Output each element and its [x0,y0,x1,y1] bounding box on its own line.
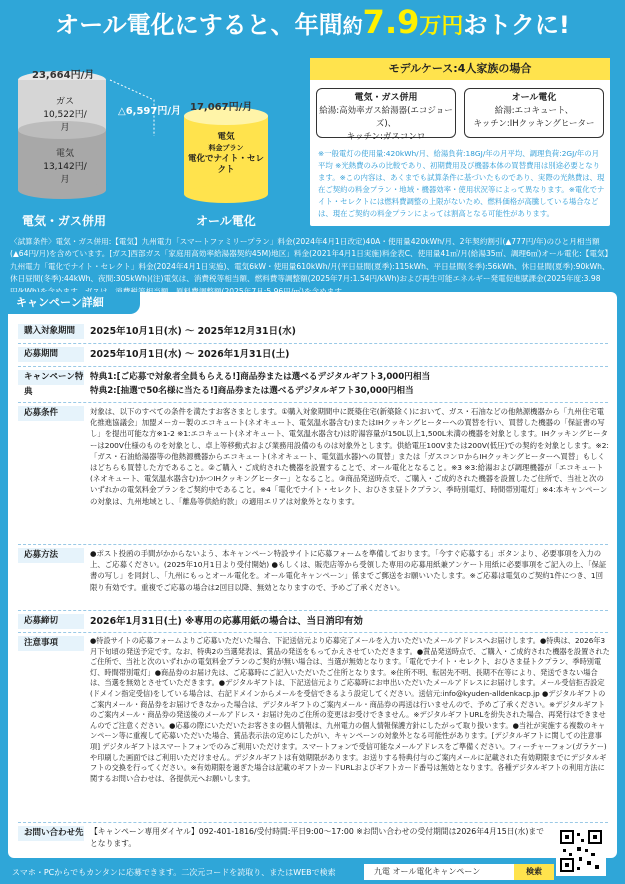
model-notes: ※一般電灯の使用量:420kWh/月、給湯負荷:18GJ/年の月平均、調理負荷:2GJ/年の月平均 ※光熱費のみの比較であり、初期費用及び機器本体の買替費用は別途必要となります。※この内容は、あくまでも試算条件に基づいたものであり、実際の光熱費は、現在ご契約の料金プラン・地域・機器効率・使用状況等によって異なります。※電化でナイト・セレクトには燃料費調整の上限がないため、燃料価格が高騰している場合などは、現在ご契約の料金プランによっては割高となる可能性があります。 [318,149,605,218]
row-label: 応募締切 [18,614,84,629]
box1-title: 電気・ガス併用 [354,93,418,103]
bottom-cta-text: スマホ・PCからでもカンタンに応募できます。二次元コードを読取り、またはWEBで検索 [12,868,336,877]
plan-small: 料金プラン [208,144,244,152]
row-value: 2025年10月1日(水) 〜 2025年12月31日(水) [90,326,296,337]
gas-value: 10,522円/月 [43,110,87,133]
cost-comparison [14,62,304,230]
model-title: モデルケース:4人家族の場合 [310,58,610,80]
campaign-header: キャンペーン詳細 [0,292,140,314]
divider [18,632,608,633]
benefit-1: 特典1:[ご応募で対象者全員もらえる!]商品券または選べるデジタルギフト3,000円相当 [90,372,431,382]
elec-part [40,146,90,185]
row-value: ●ポスト投函の手間がかからないよう、本キャンペーン特設サイトに応募フォームを準備しております。「今すぐ応募する」ボタンより、必要事項を入力の上、ご応募ください。(2025年10月1日より受付開始) ●もしくは、販売店等から受領した専用の応募用紙兼アンケート用紙に必要事項をご記入の上、「保証書の写し」を同封し、「九州にもっとオール電化を。オール電化キャンペーン」係までご郵送をお願いいたします。※ご応募は電気のご契約1件につき、1回限り有効です。重複でご応募の場合は2回目以降、無効となりますので、予めご了承ください。 [90,549,607,592]
box1-line1: 給湯:高効率ガス給湯器(エコジョーズ)、 [319,106,453,129]
elec-label: 電気 [55,149,74,159]
model-box-alldenka [464,88,604,138]
row-label: 応募方法 [18,548,84,563]
divider [18,402,608,403]
headline-yaku: 約 [342,14,363,38]
gas-part [40,94,90,133]
caption-gas-combo: 電気・ガス併用 [22,214,107,228]
headline-unit: 万円 [419,14,464,39]
row-label: お問い合わせ先 [18,826,84,841]
row-value: 2025年10月1日(水) 〜 2026年1月31日(土) [90,349,290,360]
row-label: 応募条件 [18,406,84,421]
row-label: 注意事項 [18,636,84,651]
divider [18,343,608,344]
divider [18,822,608,823]
row-value: ●特設サイトの応募フォームよりご応募いただいた場合、下記送信元より応募完了メールを入力いただいたメールアドレスへお届けします。●特典は、2026年3月下旬頃の発送予定です。なお、特典2の当選発表は、賞品の発送をもってかえさせていただきます。●賞品発送時点で、ご購入・ご成約された機器を設置されたご住所で、当社と次のいずれかの電気料金プランのご契約が無い場合は、当選が無効となります。「電化でナイト・セレクト、おひさま昼トクプラン、季時別電灯、時間帯別電灯」●商品券のお届け先は、ご応募時にご記入いただいたご住所となります。※住所不明、転居先不明、長期不在等により、発送できない場合は、当選を無効とさせていただきます。●デジタルギフトは、下記送信元よりご応募時にお申出いただいたメールアドレスにお届けします。メール受信拒否設定(ドメイン指定受信)をしている場合は、右記ドメインからメールを受信できるよう設定してください。送信元:info@kyuden-alldenkacp.jp ●デジタルギフトのご案内メール・商品券をお届けできなかった場合は、デジタルギフトのご案内メール・商品券の再送は行いませんので、予めご了承ください。※デジタルギフトのご案内メール・商品券の発送後のメールアドレス・お届け先のご住所の変更はお受けできません。※デジタルギフトURLを紛失された場合、再発行はできませんのでご注意ください。●応募の際にいただいたお客さまの個人情報は、九州電力の個人情報保護方針にしたがって取り扱います。●当社が実施する複数のキャンペーン等に重複して応募いただいた場合、賞品表示法の定めにしたがい、キャンペーンの対象外となる可能性があります。[デジタルギフトに関しての注意事項] デジタルギフトはスマートフォンでのみご利用いただけます。スマートフォンで受信可能なメールアドレスをご準備ください。フィーチャーフォン(ガラケー)や印刷した画面ではご利用いただけません。デジタルギフトは有効期限があります。お送りする特典付与のご案内メールに記載された有効期限までにデジタルギフトの交換を行ってください。※有効期限を過ぎた場合は記載のギフトカードURLおよびギフトカード番号は無効となります。各種デジタルギフトの利用方法に関するお問い合わせは、各提供元へお願いします。 [90,636,610,783]
row-value: 【キャンペーン専用ダイヤル】092-401-1816/受付時間:平日9:00〜17:00 ※お問い合わせの受付期間は2026年4月15日(水)までとなります。 [90,827,544,848]
model-box-gas [316,88,456,142]
box1-line2: キッチン:ガスコンロ [346,132,426,142]
row-value: 対象は、以下のすべての条件を満たすお客さまとします。①購入対象期間中に既築住宅(新築除く)において、ガス・石油などの他熱源機器から「九州住宅電化推進協議会」加盟メーカー製のエコキュート(ネオキュート、電気温水器含む)またはIHクッキングヒーターへの買替を行い、買替した機器の「保証書の写し」を提出可能な方※1-2 ※1:エコキュート(ネオキュート、電気温水器含む)は貯湯容量が150L以上1,500L未満の機器を対象とします。IHクッキングヒーターは200V仕様のものを対象とし、卓上等移動式および業務用設備のものは対象外とします。供給電圧100Vまたは200V(低圧)での契約を対象とします。※2:「ガス・石油給湯器等の他熱源機器からエコキュート(ネオキュート、電気温水器)への買替」または「ガスコンロからIHクッキングヒーターへ買替」もしくはどちらも買替した方であること。②ご購入・ご成約された機器を設置することで、オール電化となること。※3 ※3:給湯および調理機器が「エコキュート(ネオキュート、電気温水器含む)かつIHクッキングヒーター」となること。③商品発送時点で、ご購入・ご成約された機器を設置したご住所で、当社と次のいずれかの電気料金プランをご契約中であること。※4「電化でナイト・セレクト、おひさま昼トクプラン、季時別電灯、時間帯別電灯」※4:本キャンペーンの対象は、九州地域とし、「離島等供給約款」の適用エリアは対象外となります。 [90,407,609,506]
plan-name: 電化でナイト・セレクト [188,154,264,175]
alldenka-cylinder-bottom [184,185,268,203]
divider [18,366,608,367]
alldenka-plan [186,132,266,176]
divider [18,610,608,611]
box2-line2: キッチン:IHクッキングヒーター [473,119,595,129]
model-case [310,58,610,226]
divider [18,544,608,545]
row-label: 購入対象期間 [18,324,84,339]
alldenka-total: 17,067円/月 [190,102,253,113]
headline-post: おトクに! [463,11,570,39]
row-label: キャンペーン特典 [18,370,84,385]
calculation-footnote: 〈試算条件〉電気・ガス併用:【電気】九州電力「スマートファミリープラン」料金(2024年4月1日改定)40A・使用量420kWh/月、2年契約割引(▲777円/年)のひと月相当額(▲64円/月)を含めています。[ガス]西部ガス「家庭用高効率給湯器契約45M)地区」料金(2021年4月1日実施)料金表C、使用量41㎥/月(給湯35㎥、調理6㎥)オール電化:【電気】九州電力「電化でナイト・セレクト」料金(2024年4月1日実施)、電気6kW・使用量610kWh/月(平日昼間(夏季):115kWh、平日昼間(冬季):56kWh、休日昼間(夏季):90kWh、休日昼間(冬季):44kWh、夜間:305kWh)(注)電気は、消費税等相当額、燃料費等調整額(2025年7月:1.54円/kWh)および再生可能エネルギー発電促進賦課金(2025年度:3.98 [10,237,613,284]
gas-label: ガス [55,97,74,107]
headline [0,4,625,45]
box2-title: オール電化 [511,93,557,103]
box2-line1: 給湯:エコキュート、 [494,106,574,116]
search-text: 九電 オール電化キャンペーン [374,867,481,876]
headline-pre: オール電化にすると、年間 [55,11,343,39]
campaign-card [8,292,617,858]
gas-total: 23,664円/月 [32,70,95,81]
caption-alldenka: オール電化 [196,214,256,228]
search-button[interactable]: 検索 [514,864,554,880]
search-box[interactable] [364,864,554,880]
alldenka-denki: 電気 [217,132,235,142]
row-value: 2026年1月31日(土) ※専用の応募用紙の場合は、当日消印有効 [90,616,363,627]
savings-diff: △6,597円/月 [118,106,181,117]
row-label: 応募期間 [18,347,84,362]
headline-amount: 7.9 [362,3,420,41]
elec-value: 13,142円/月 [43,162,87,185]
benefit-2: 特典2:[抽選で50名様に当たる!]商品券または選べるデジタルギフト30,000円相当 [90,386,414,396]
